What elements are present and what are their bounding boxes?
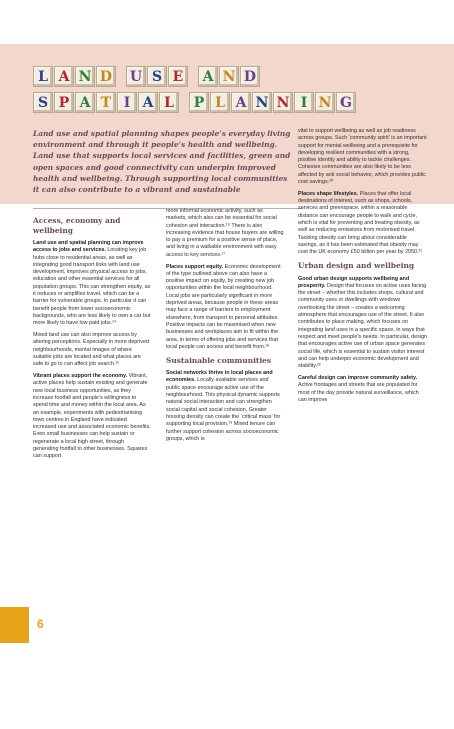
title-letter-block: L [210, 92, 230, 113]
title-letter-block: E [168, 66, 188, 87]
title-letter-block: S [33, 92, 53, 113]
section-heading-urban-design: Urban design and wellbeing [298, 261, 414, 271]
paragraph [33, 373, 151, 461]
title-letter-block: D [240, 66, 260, 87]
paragraph [33, 240, 151, 328]
title-line-2 [33, 92, 356, 113]
paragraph [166, 264, 284, 352]
title-letter-block: A [138, 92, 158, 113]
title-letter-block: T [96, 92, 116, 113]
paragraph [33, 332, 151, 368]
lead-in: Vibrant places support the economy. [33, 373, 128, 380]
paragraph [166, 370, 284, 443]
column-1 [33, 216, 151, 465]
lead-in: Places support equity. [166, 263, 224, 270]
body-text: Economic development of the type outlined above can also have a positive impact on equity, by creating new job opportunities within the local neighbourhood. Local jobs are particularly significant in more deprived areas, because people in these areas may face a range of barriers to employment elsewhere, from transport to personal attitudes. Positive impacts can be maximised when new businesses and workplaces aim to fit within the area, in terms of offering jobs and services that local people can access and benefit from.¹⁸ [166, 263, 281, 350]
title-letter-block: N [219, 66, 239, 87]
body-text: Locating key job hubs close to residential areas, as well as integrating good transport links with land use development, improves physical access to jobs, education and other essential services for all population groups. This can strengthen equity, as it reduces or amplifies travel, which can be a barrier for vulnerable groups. In particular it can benefit people from lower socioeconomic backgrounds, who are less likely to own a car but more likely to have low paid jobs.¹⁴ [33, 247, 151, 327]
title-letter-block: A [54, 66, 74, 87]
paragraph [298, 276, 428, 371]
title-letter-block: N [273, 92, 293, 113]
body-text: Design that focuses on active uses facing the street – whether this includes shops, cultural and community uses or dwellings with windows overlooking the street – creates a welcoming atmosphere that encourages use of the street. It also contributes to place making, which focuses on integrating land uses in a specific space, in ways that respect and meet people’s needs. In particular, design that encourages active use of urban space generates social life, which is essential to sustain visitor interest and can help underpin economic development and stability.²² [298, 282, 428, 370]
body-text: Vibrant, active places help sustain existing and generate new local business opportunities, as they increase footfall and people’s willingness to spend time and money within the local area. As an example, experiments with pedestrianising town centres in England have indicated increased use and associated economic benefits. Even small businesses can help sustain or regenerate a local high street, through generating footfall to other businesses. Squares can support [33, 373, 151, 460]
column-3 [298, 128, 428, 409]
title-letter-block: A [231, 92, 251, 113]
title-block-space [117, 66, 125, 87]
title-letter-block: N [315, 92, 335, 113]
title-letter-block: N [252, 92, 272, 113]
body-text: vital to support wellbeing as well as job readiness across groups. Such ‘community spirit’ is an important support for mental wellbeing and a prerequisite for developing resilient communities with a strong, positive identity and ability to tackle challenges. Cohesive communities are also likely to be less affected by anti social behavior, which provides public cost savings.²⁰ [298, 128, 427, 186]
title-letter-block: I [117, 92, 137, 113]
footer-accent-bar [0, 607, 29, 643]
title-letter-block: S [147, 66, 167, 87]
section-heading-sustainable: Sustainable communities [166, 355, 272, 365]
lead-in: Good urban design supports wellbeing and prosperity. [298, 275, 410, 289]
paragraph [166, 208, 284, 259]
title-letter-block: L [159, 92, 179, 113]
title-letter-block: P [54, 92, 74, 113]
intro-paragraph: Land use and spatial planning shapes people’s everyday living environment and through it people’s health and wellbeing. Land use that supports local services and facilities, green and open spaces and good connectivity can underpin improved health and wellbeing. Through supporting local communities it can also contribute to a vibrant and sustainable [33, 129, 291, 195]
section-heading-access: Access, economy and wellbeing [33, 216, 121, 235]
lead-in: Places shape lifestyles. [298, 190, 359, 197]
lead-in: Social networks thrive in local places and economies. [166, 370, 273, 384]
title-block-space [180, 92, 188, 113]
title-letter-block: A [75, 92, 95, 113]
paragraph [298, 191, 428, 257]
title-letter-block: D [96, 66, 116, 87]
column-2 [166, 208, 284, 448]
lead-in: Land use and spatial planning can improve access to jobs and services. [33, 240, 144, 254]
title-letter-block: P [189, 92, 209, 113]
title-letter-block: L [33, 66, 53, 87]
title-letter-block: I [294, 92, 314, 113]
body-text: more informal economic activity, such as markets, which also can be essential for social cohesion and interaction.¹⁶ There is also increasing evidence that house buyers are willing to pay a premium for a positive sense of place, and living in a walkable environment with easy access to key services.¹⁷ [166, 208, 284, 258]
body-text: Places that offer local destinations of interest, such as shops, schools, services and greenspace, within a reasonable distance can encourage people to walk and cycle, which is vital for preventing and treating obesity, as well as reducing emissions from motorised travel. Tackling obesity can bring about considerable savings, as it has been estimated that obesity may cost the UK economy £50 billion per year by 2050.²¹ [298, 190, 423, 256]
body-text: Mixed land use can also improve access by altering perceptions. Especially in more deprived neighbourhoods, mental images of where suitable jobs are located and what places are safe to go to can affect job search.¹⁵ [33, 332, 149, 368]
title-letter-block: N [75, 66, 95, 87]
title-letter-block: U [126, 66, 146, 87]
paragraph [298, 375, 428, 404]
title-letter-block: G [336, 92, 356, 113]
body-text: Active frontages and streets that are populated for most of the day provide natural surveillance, which can improve [298, 382, 419, 403]
page-number: 6 [37, 617, 44, 631]
title-line-1 [33, 66, 260, 87]
paragraph [298, 128, 428, 186]
title-block-space [189, 66, 197, 87]
lead-in: Careful design can improve community safety. [298, 374, 418, 381]
body-text: Locally available services and public space encourage active use of the neighbourhood. This physical dynamic supports natural social interaction and can strengthen social capital and social cohesion. Greater housing density can create the ‘critical mass’ for supporting local provision.¹⁹ Mixed tenure can further support cohesion across socioeconomic groups, which is [166, 377, 281, 442]
title-letter-block: A [198, 66, 218, 87]
